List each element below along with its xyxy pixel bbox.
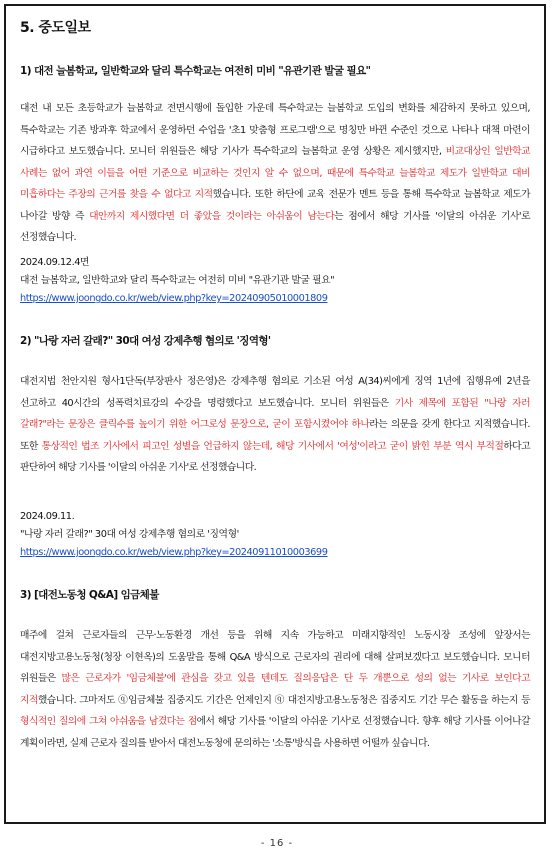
article-1-date: 2024.09.12.4면: [20, 257, 90, 268]
article-3-highlight-1: 많은 근로자가 '임금체불'에 관심을 갖고 있을 텐데도 질의응답은 단 두 개뿐으로 성의 없는 기사로 보인다고 지적: [20, 673, 530, 706]
article-1-body: [20, 98, 530, 249]
article-2-heading: 2) "나랑 자러 갈래?" 30대 여성 강제추행 혐의로 '징역형': [20, 335, 271, 347]
article-3-body: [20, 625, 530, 754]
article-2-highlight-1: 기사 제목에 포함된 "나랑 자러 갈래?"라는 문장은 클릭수를 높이기 위한 어그로성 문장으로, 굳이 포함시켰어야 하나: [20, 397, 530, 430]
article-2-date: 2024.09.11.: [20, 511, 75, 522]
article-3-highlight-2: 형식적인 질의에 그쳐 아쉬움을 남겼다는 점: [20, 716, 197, 727]
article-3-text-3: 에서 해당 기사를 '이달의 아쉬운 기사'로 선정했습니다. 향후 해당 기사를 이어나갈 계획이라면, 실제 근로자 질의를 받아서 대전노동청에 문의하는 '소통'방식을 사용하면 어떨까 싶습니다.: [20, 716, 530, 749]
article-1-highlight-1: 비교대상인 일반학교 사례는 없어 과연 이들을 어떤 기준으로 비교하는 것인지 알 수 없으며, 때문에 특수학교 늘봄학교 제도가 일반학교 대비 미흡하다는 주장의 근거를 찾을 수 없다고 지적: [20, 146, 530, 200]
article-2-text-3: 하다고 판단하여 해당 기사를 '이달의 아쉬운 기사'로 선정했습니다.: [20, 440, 530, 473]
page-number: - 16 -: [260, 838, 294, 849]
article-1-heading: 1) 대전 늘봄학교, 일반학교와 달리 특수학교는 여전히 미비 "유관기관 발굴 필요": [20, 65, 371, 77]
article-2-text-1: 대전지법 천안지원 형사1단독(부장판사 정은영)은 강제추행 혐의로 기소된 여성 A(34)씨에게 징역 1년에 집행유예 2년을 선고하고 40시간의 성폭력치료강의 수강을 명령했다고 보도했습니다. 모니터 위원들은: [20, 376, 530, 409]
article-3-heading: 3) [대전노동청 Q&A] 임금체불: [20, 589, 159, 601]
article-2-ref-title: "나랑 자러 갈래?" 30대 여성 강제추행 혐의로 '징역형': [20, 529, 239, 540]
article-1-text-3: 는 점에서 해당 기사를 '이달의 아쉬운 기사'로 선정했습니다.: [20, 210, 530, 243]
article-1-link[interactable]: https://www.joongdo.co.kr/web/view.php?key=20240905010001809: [20, 293, 328, 304]
article-1-text-2: 했습니다. 또한 하단에 교육 전문가 멘트 등을 통해 특수학교 늘봄학교 제도가 나아갈 방향 즉: [20, 189, 530, 222]
article-2-reference: [20, 508, 540, 562]
article-2-body: [20, 371, 530, 479]
article-3-text-2: 했습니다. 그마저도 ⓠ임금체불 집중지도 기간은 언제인지 ⓠ 대전지방고용노동청은 집중지도 기간 무슨 활동을 하는지 등: [37, 694, 530, 706]
article-2-link[interactable]: https://www.joongdo.co.kr/web/view.php?key=20240911010003699: [20, 547, 328, 558]
article-1-text-1: 대전 내 모든 초등학교가 늘봄학교 전면시행에 돌입한 가운데 특수학교는 늘봄학교 도입의 변화를 체감하지 못하고 있으며, 특수학교는 기존 방과후 학교에서 운영하던 수업을 '초1 맞춤형 프로그램'으로 명칭만 바뀐 수준인 것으로 나타나 대책 마련이 시급하다고 보도했습니다. 모니터 위원들은 해당 기사가 특수학교의 늘봄학교 운영 상황은 제시했지만,: [20, 103, 530, 157]
article-1-ref-title: 대전 늘봄학교, 일반학교와 달리 특수학교는 여전히 미비 "유관기관 발굴 필요": [20, 275, 335, 286]
article-1-highlight-2: 대안까지 제시했다면 더 좋았을 것이라는 아쉬움이 남는다: [89, 210, 335, 222]
article-2-highlight-2: 통상적인 법조 기사에서 피고인 성별을 언급하지 않는데, 해당 기사에서 '여성'이라고 굳이 밝힌 부분 역시 부적절: [41, 440, 504, 452]
article-2-text-2: 라는 의문을 갖게 한다고 지적했습니다. 또한: [20, 419, 530, 452]
article-3-text-1: 매주에 걸쳐 근로자들의 근무·노동환경 개선 등을 위해 지속 가능하고 미래지향적인 노동시장 조성에 앞장서는 대전지방고용노동청(청장 이현옥)의 도움말을 통해 Q&A 방식으로 근로자의 권리에 대해 살펴보겠다고 보도했습니다. 모니터 위원들은: [20, 630, 530, 684]
section-title: 5. 중도일보: [20, 20, 91, 36]
article-1-reference: [20, 254, 540, 308]
